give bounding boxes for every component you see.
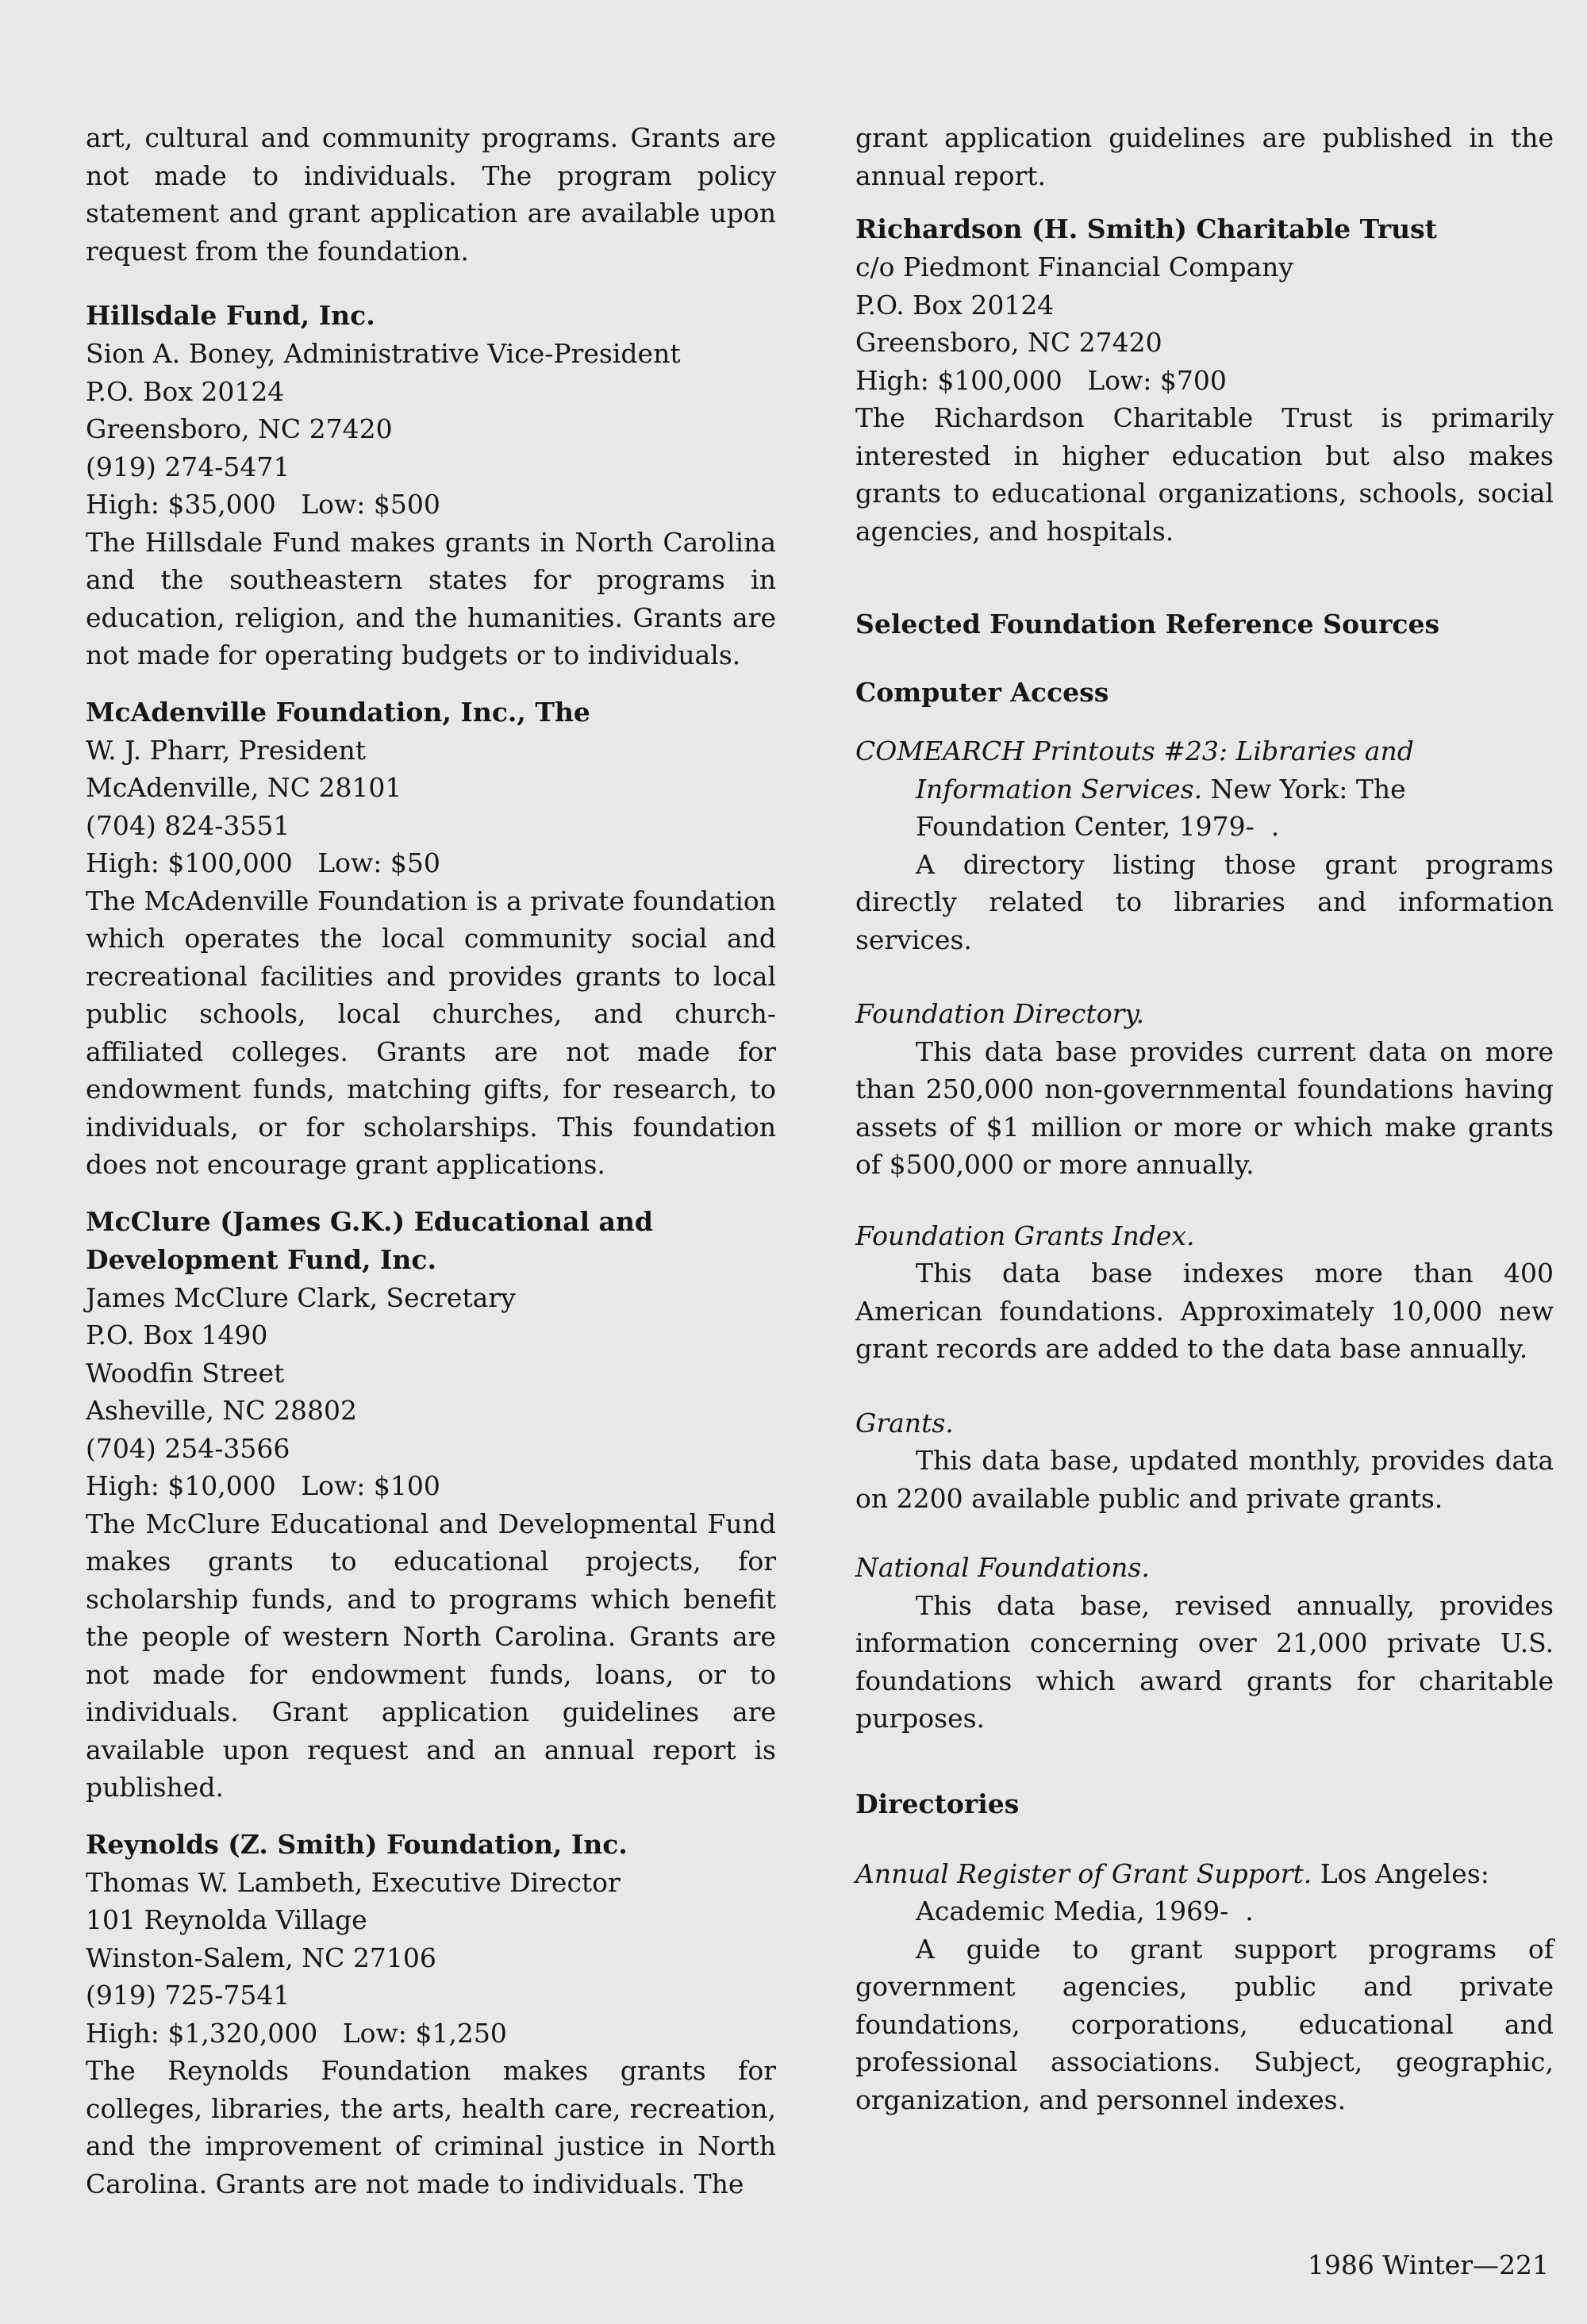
reference-entry (855, 1549, 1554, 1738)
foundation-name: McClure (James G.K.) Educational and Development Fund, Inc. (86, 1205, 653, 1275)
reference-publisher: Los Angeles: Academic Media, 1969- . (916, 1857, 1498, 1926)
address-line: McAdenville, NC 28101 (86, 772, 402, 803)
right-column (855, 119, 1554, 2118)
reference-description: A guide to grant support programs of government agencies, public and private foundations, corporations, educational and professional associations. Subject, geographic, organization, and personnel indexes. (855, 1933, 1554, 2115)
grant-range-line: High: $100,000 Low: $700 (855, 364, 1227, 396)
address-line: Greensboro, NC 27420 (855, 327, 1162, 358)
reference-citation (855, 1549, 1554, 1587)
reference-description: This data base, updated monthly, provides data on 2200 available public and private grants. (855, 1445, 1554, 1514)
foundation-name: Richardson (H. Smith) Charitable Trust (855, 213, 1437, 244)
foundation-name: Reynolds (Z. Smith) Foundation, Inc. (86, 1828, 628, 1860)
left-column (86, 119, 776, 2203)
right-intro-paragraph: grant application guidelines are published in the annual report. (855, 122, 1554, 191)
contact-line: Sion A. Boney, Administrative Vice-President (86, 338, 681, 369)
page-folio: 1986 Winter—221 (1307, 2249, 1549, 2280)
foundation-description: The Reynolds Foundation makes grants for colleges, libraries, the arts, health care, recreation, and the improvement of criminal justice in North Carolina. Grants are not made to individuals. The (86, 2055, 776, 2199)
contact-line: Thomas W. Lambeth, Executive Director (86, 1866, 621, 1898)
address-line: Asheville, NC 28802 (86, 1395, 357, 1426)
reference-citation (855, 1855, 1554, 1930)
reference-publisher: New York: The Foundation Center, 1979- . (916, 773, 1415, 842)
contact-line: James McClure Clark, Secretary (86, 1281, 516, 1313)
reference-title: Foundation Directory. (855, 998, 1145, 1029)
reference-citation (855, 1404, 1554, 1442)
foundation-description: The McClure Educational and Developmental Fund makes grants to educational projects, for scholarship funds, and to programs which benefit the people of western North Carolina. Grants are not made for endowment funds, loans, or to individuals. Grant application guidelines are available upon request and an annual report is published. (86, 1508, 776, 1803)
section-title: Selected Foundation Reference Sources (855, 609, 1440, 640)
reference-entry (855, 995, 1554, 1184)
address-line: P.O. Box 1490 (86, 1319, 268, 1350)
foundation-name: Hillsdale Fund, Inc. (86, 300, 375, 331)
reference-description: This data base provides current data on more than 250,000 non-governmental foundations having assets of $1 million or more or which make grants of $500,000 or more annually. (855, 1035, 1554, 1180)
foundation-entry-mcadenville (86, 693, 776, 1184)
grant-range-line: High: $100,000 Low: $50 (86, 847, 440, 878)
foundation-entry-hillsdale (86, 297, 776, 674)
contact-line: W. J. Pharr, President (86, 734, 366, 766)
reference-entry (855, 1217, 1554, 1368)
grant-range-line: High: $10,000 Low: $100 (86, 1470, 440, 1501)
reference-citation (855, 1217, 1554, 1255)
phone-line: (919) 274-5471 (86, 451, 290, 482)
reference-entry (855, 732, 1554, 958)
foundation-description: The McAdenville Foundation is a private foundation which operates the local community social and recreational facilities and provides grants to local public schools, local churches, and church-affiliated colleges. Grants are not made for endowment funds, matching gifts, for research, to individuals, or for scholarships. This foundation does not encourage grant applications. (86, 885, 776, 1180)
address-line: Winston-Salem, NC 27106 (86, 1942, 436, 1973)
foundation-name: McAdenville Foundation, Inc., The (86, 696, 590, 728)
phone-line: (704) 254-3566 (86, 1432, 290, 1464)
left-intro-paragraph: art, cultural and community programs. Grants are not made to individuals. The program policy statement and grant application are available upon request from the foundation. (86, 122, 776, 267)
phone-line: (704) 824-3551 (86, 809, 290, 841)
address-line: Woodfin Street (86, 1357, 285, 1389)
reference-title: Grants. (855, 1407, 954, 1439)
reference-citation (855, 732, 1554, 846)
address-line: P.O. Box 20124 (855, 289, 1055, 321)
foundation-description: The Richardson Charitable Trust is primarily interested in higher education but also makes grants to educational organizations, schools, social agencies, and hospitals. (855, 402, 1554, 547)
contact-line: c/o Piedmont Financial Company (855, 252, 1294, 282)
reference-title: Annual Register of Grant Support. (855, 1857, 1312, 1889)
address-line: 101 Reynolda Village (86, 1904, 367, 1935)
reference-title: COMEARCH Printouts #23: Libraries and Information Services. (855, 736, 1414, 805)
reference-entry (855, 1404, 1554, 1518)
reference-description: This data base, revised annually, provides information concerning over 21,000 private U.S. foundations which award grants for charitable purposes. (855, 1589, 1554, 1734)
subsection-heading-computer-access: Computer Access (855, 677, 1109, 708)
address-line: P.O. Box 20124 (86, 375, 285, 407)
grant-range-line: High: $1,320,000 Low: $1,250 (86, 2017, 507, 2049)
foundation-entry-richardson (855, 210, 1554, 550)
address-line: Greensboro, NC 27420 (86, 413, 393, 444)
reference-description: A directory listing those grant programs directly related to libraries and information services. (855, 848, 1554, 955)
phone-line: (919) 725-7541 (86, 1980, 290, 2011)
grant-range-line: High: $35,000 Low: $500 (86, 489, 440, 520)
subsection-heading-directories: Directories (855, 1788, 1020, 1819)
foundation-description: The Hillsdale Fund makes grants in North Carolina and the southeastern states for programs in education, religion, and the humanities. Grants are not made for operating budgets or to individuals. (86, 526, 776, 670)
foundation-entry-mcclure (86, 1203, 776, 1807)
reference-title: Foundation Grants Index. (855, 1220, 1195, 1251)
reference-description: This data base indexes more than 400 American foundations. Approximately 10,000 new grant records are added to the data base annually. (855, 1258, 1554, 1364)
reference-citation (855, 995, 1554, 1033)
reference-entry (855, 1855, 1554, 2119)
reference-title: National Foundations. (855, 1552, 1150, 1583)
foundation-entry-reynolds (86, 1826, 776, 2203)
